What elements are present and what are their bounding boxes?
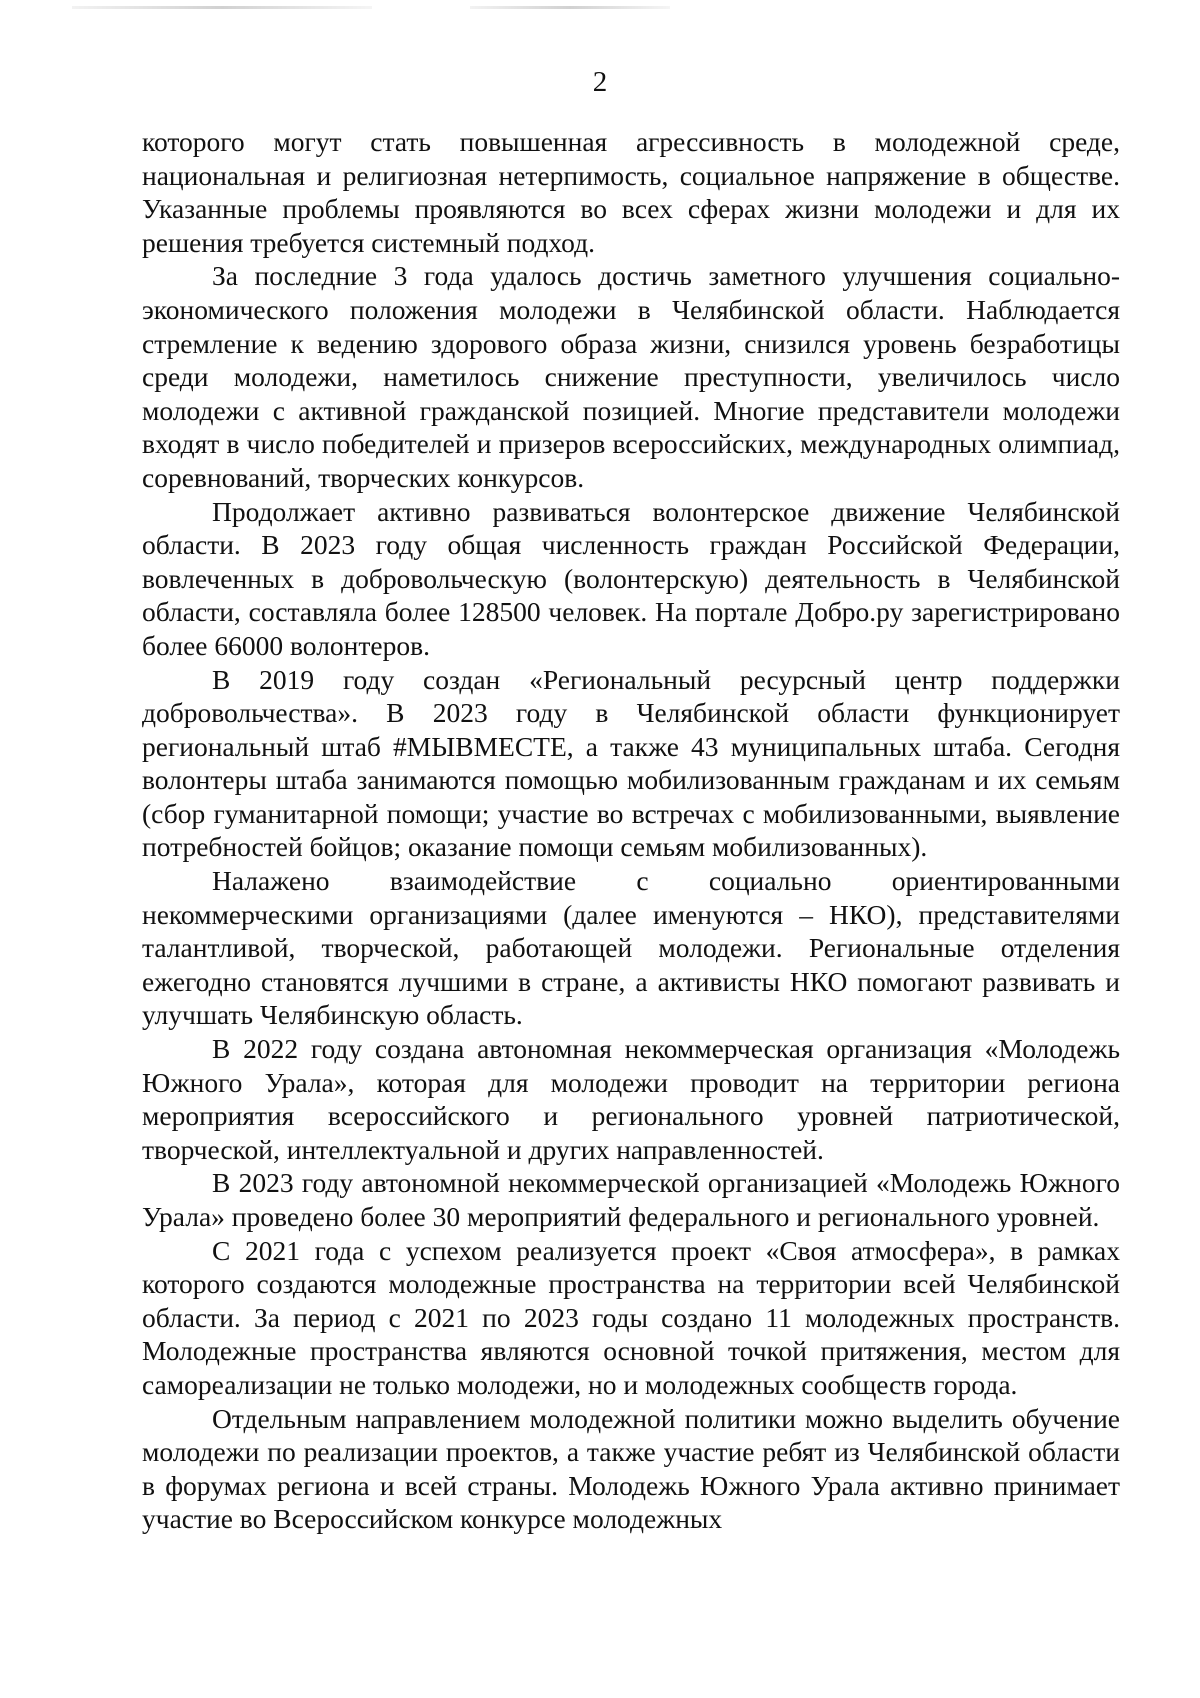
paragraph-continuation: которого могут стать повышенная агрессивность в молодежной среде, национальная и религиозная нетерпимость, социальное напряжение в обществе. Указанные проблемы проявляются во всех сферах жизни молодежи и для их решения требуется системный подход. (142, 126, 1120, 258)
paragraph-resource-center: В 2019 году создан «Региональный ресурсный центр поддержки добровольчества». В 2023 году в Челябинской области функционирует региональный штаб #МЫВМЕСТЕ, а также 43 муниципальных штаба. Сегодня волонтеры штаба занимаются помощью мобилизованным гражданам и их семьям (сбор гуманитарной помощи; участие во встречах с мобилизованными, выявление потребностей бойцов; оказание помощи семьям мобилизованных). (142, 663, 1120, 863)
paragraph-ano-events: В 2023 году автономной некоммерческой организацией «Молодежь Южного Урала» проведено более 30 мероприятий федерального и регионального уровней. (142, 1167, 1120, 1232)
paragraph-socioeconomic: За последние 3 года удалось достичь заметного улучшения социально-экономического положения молодежи в Челябинской области. Наблюдается стремление к ведению здорового образа жизни, снизился уровень безработицы среди молодежи, наметилось снижение преступности, увеличилось число молодежи с активной гражданской позицией. Многие представители молодежи входят в число победителей и призеров всероссийских, международных олимпиад, соревнований, творческих конкурсов. (142, 260, 1120, 493)
scan-artifact (470, 6, 670, 9)
scan-artifact (72, 6, 372, 9)
paragraph-training: Отдельным направлением молодежной политики можно выделить обучение молодежи по реализации проектов, а также участие ребят из Челябинской области в форумах региона и всей страны. Молодежь Южного Урала активно принимает участие во Всероссийском конкурсе молодежных (142, 1402, 1120, 1535)
page-number: 2 (592, 66, 608, 98)
document-body (142, 125, 1120, 1536)
paragraph-nko: Налажено взаимодействие с социально ориентированными некоммерческими организациями (далее именуются – НКО), представителями талантливой, творческой, работающей молодежи. Региональные отделения ежегодно становятся лучшими в стране, а активисты НКО помогают развивать и улучшать Челябинскую область. (142, 865, 1120, 1031)
paragraph-atmosphere-project: С 2021 года с успехом реализуется проект «Своя атмосфера», в рамках которого создаются молодежные пространства на территории всей Челябинской области. За период с 2021 по 2023 годы создано 11 молодежных пространств. Молодежные пространства являются основной точкой притяжения, местом для самореализации не только молодежи, но и молодежных сообществ города. (142, 1234, 1120, 1400)
paragraph-ano-created: В 2022 году создана автономная некоммерческая организация «Молодежь Южного Урала», которая для молодежи проводит на территории региона мероприятия всероссийского и регионального уровней патриотической, творческой, интеллектуальной и других направленностей. (142, 1033, 1120, 1165)
paragraph-volunteer-movement: Продолжает активно развиваться волонтерское движение Челябинской области. В 2023 году общая численность граждан Российской Федерации, вовлеченных в добровольческую (волонтерскую) деятельность в Челябинской области, составляла более 128500 человек. На портале Добро.ру зарегистрировано более 66000 волонтеров. (142, 495, 1120, 661)
